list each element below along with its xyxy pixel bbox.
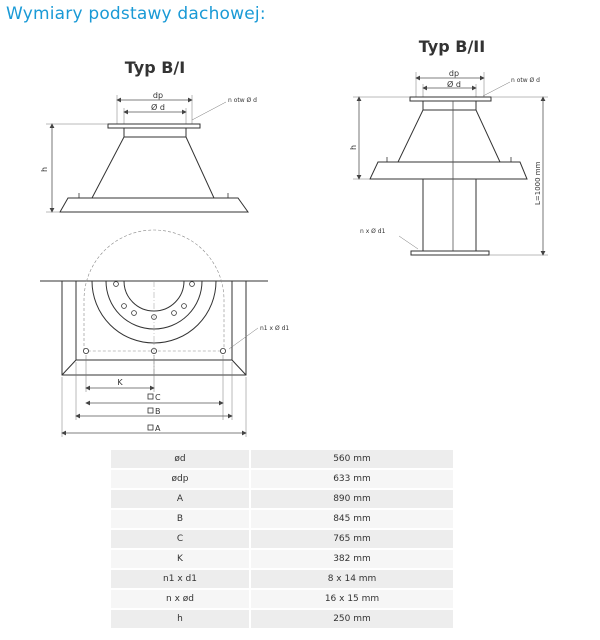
b1-holes-label: n otw Ø d xyxy=(228,97,257,104)
diagram-type-b2 xyxy=(349,37,548,255)
plan-view xyxy=(40,230,289,437)
dimension-param: h xyxy=(111,609,250,629)
dim-a-label: A xyxy=(155,424,161,433)
b2-bottom-flange xyxy=(411,251,489,255)
type-b1-title: Typ B/I xyxy=(124,58,186,77)
b1-top-flange xyxy=(108,124,200,128)
dimension-value: 382 mm xyxy=(250,549,453,569)
dimension-row xyxy=(111,469,453,489)
type-b2-title: Typ B/II xyxy=(418,37,486,56)
b2-d-label: Ø d xyxy=(447,80,461,89)
page-heading: Wymiary podstawy dachowej: xyxy=(6,4,266,24)
plan-n1d1-label: n1 x Ø d1 xyxy=(260,325,290,332)
dimensions-table xyxy=(111,450,453,630)
dimension-value: 765 mm xyxy=(250,529,453,549)
dimension-value: 250 mm xyxy=(250,609,453,629)
dimension-value: 560 mm xyxy=(250,450,453,469)
dimension-value: 16 x 15 mm xyxy=(250,589,453,609)
dimension-row xyxy=(111,509,453,529)
b2-base-plate xyxy=(370,162,527,179)
dimension-param: B xyxy=(111,509,250,529)
dim-k-label: K xyxy=(117,378,123,387)
b2-cone xyxy=(398,110,500,162)
b1-h-label: h xyxy=(40,166,49,172)
dimension-param: ødp xyxy=(111,469,250,489)
dimension-param: n x ød xyxy=(111,589,250,609)
b2-dp-label: dp xyxy=(448,69,460,78)
dimension-param: ød xyxy=(111,450,250,469)
dimension-row xyxy=(111,549,453,569)
dimension-param: K xyxy=(111,549,250,569)
b1-base-plate xyxy=(60,198,248,212)
b2-holes-label: n otw Ø d xyxy=(511,77,540,84)
dimension-row xyxy=(111,489,453,509)
b2-nxd1-label: n x Ø d1 xyxy=(360,228,386,235)
b1-d-label: Ø d xyxy=(151,103,165,112)
dimension-row xyxy=(111,569,453,589)
dimension-param: n1 x d1 xyxy=(111,569,250,589)
dim-c-label: C xyxy=(155,393,161,402)
dimension-value: 8 x 14 mm xyxy=(250,569,453,589)
b2-h-label: h xyxy=(349,144,358,150)
b1-cone xyxy=(92,128,214,198)
dimension-row xyxy=(111,450,453,469)
dimension-value: 633 mm xyxy=(250,469,453,489)
diagram-type-b1 xyxy=(40,58,257,212)
dim-b-label: B xyxy=(155,407,161,416)
dimension-value: 890 mm xyxy=(250,489,453,509)
dimension-row xyxy=(111,529,453,549)
b2-top-flange xyxy=(410,97,491,101)
dimensions-table-body xyxy=(111,450,453,629)
dimension-param: A xyxy=(111,489,250,509)
b1-dp-label: dp xyxy=(152,91,164,100)
b2-L-label: L=1000 mm xyxy=(534,161,542,205)
dimension-value: 845 mm xyxy=(250,509,453,529)
dimension-param: C xyxy=(111,529,250,549)
dimension-row xyxy=(111,609,453,629)
dimension-row xyxy=(111,589,453,609)
